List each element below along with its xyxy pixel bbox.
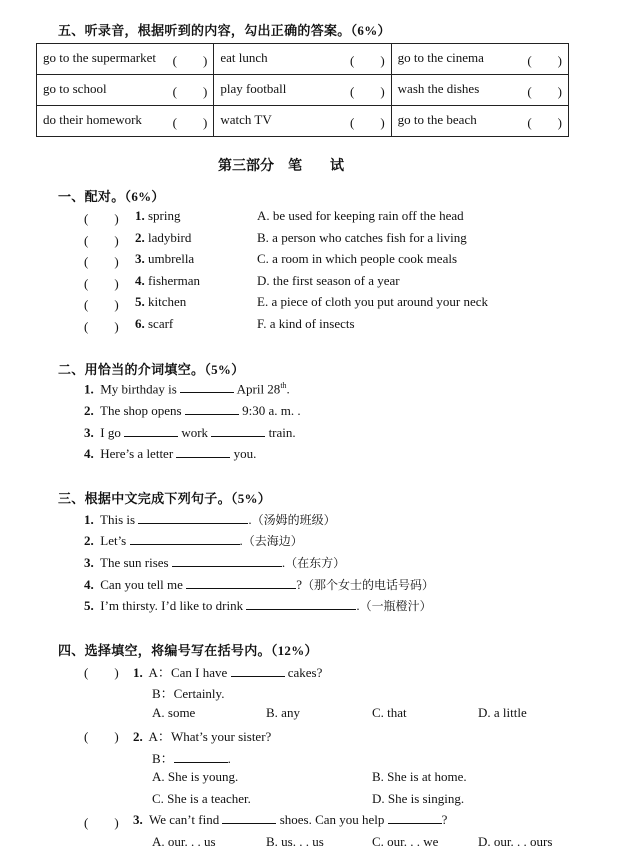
list-item [84, 316, 119, 335]
q3-item: 1. This is .（汤姆的班级） [84, 512, 336, 527]
fill-blank[interactable] [186, 577, 296, 589]
q4-item-3-line-a: 3. We can’t find shoes. Can you help ? [133, 812, 448, 827]
list-item [84, 251, 119, 270]
table-cell[interactable]: eat lunch ( ) [214, 44, 391, 75]
q4-item-1-line-a: 1. A：Can I have cakes? [133, 665, 323, 680]
option[interactable]: A. She is young. [152, 769, 239, 784]
table-cell[interactable]: play football ( ) [214, 75, 391, 106]
q2-heading: 二、用恰当的介词填空。（5%） [58, 362, 245, 378]
listening-table [36, 43, 569, 137]
answer-paren[interactable]: ( ) [84, 254, 119, 269]
answer-paren[interactable]: ( ) [84, 815, 119, 830]
q2-item: 3. I go work train. [84, 425, 296, 440]
option[interactable]: C. that [372, 705, 407, 720]
fill-blank[interactable] [246, 598, 356, 610]
list-item-def: B. a person who catches fish for a living [257, 230, 467, 245]
list-item-def: A. be used for keeping rain off the head [257, 208, 464, 223]
table-row [37, 75, 569, 106]
list-item-word: 1. spring [135, 208, 181, 223]
q3-item: 5. I’m thirsty. I’d like to drink .（一瓶橙汁） [84, 598, 432, 613]
table-row [37, 106, 569, 137]
list-item [84, 230, 119, 249]
answer-paren[interactable]: ( ) [84, 729, 119, 744]
fill-blank[interactable] [185, 403, 239, 415]
table-cell[interactable]: watch TV ( ) [214, 106, 391, 137]
list-item-word: 5. kitchen [135, 294, 187, 309]
q2-item: 1. My birthday is April 28th. [84, 381, 290, 397]
table-row [37, 44, 569, 75]
q3-item: 2. Let’s .（去海边） [84, 533, 303, 548]
list-item-def: D. the first season of a year [257, 273, 400, 288]
list-item-word: 3. umbrella [135, 251, 195, 266]
list-item-word: 2. ladybird [135, 230, 192, 245]
fill-blank[interactable] [388, 812, 442, 824]
fill-blank[interactable] [180, 381, 234, 393]
q3-heading: 三、根据中文完成下列句子。（5%） [58, 491, 272, 507]
q4-item-2-line-b: B： . [152, 751, 231, 766]
fill-blank[interactable] [138, 512, 248, 524]
list-item [84, 208, 119, 227]
list-item-def: E. a piece of cloth you put around your neck [257, 294, 489, 309]
fill-blank[interactable] [174, 751, 228, 763]
option[interactable]: A. some [152, 705, 196, 720]
option[interactable]: D. She is singing. [372, 791, 465, 806]
q2-item: 4. Here’s a letter you. [84, 446, 257, 461]
option[interactable]: D. a little [478, 705, 527, 720]
option[interactable]: C. our. . . we [372, 834, 439, 849]
answer-paren[interactable]: ( ) [84, 276, 119, 291]
table-cell[interactable]: go to school ( ) [37, 75, 214, 106]
option[interactable]: A. our. . . us [152, 834, 216, 849]
option[interactable]: B. She is at home. [372, 769, 467, 784]
list-item-def: C. a room in which people cook meals [257, 251, 458, 266]
option[interactable]: D. our. . . ours [478, 834, 553, 849]
table-cell[interactable]: go to the cinema ( ) [391, 44, 568, 75]
answer-paren[interactable]: ( ) [84, 319, 119, 334]
option[interactable]: B. us. . . us [266, 834, 324, 849]
option[interactable]: B. any [266, 705, 300, 720]
q4-item-2-line-a: 2. A：What’s your sister? [133, 729, 272, 744]
list-item-word: 6. scarf [135, 316, 174, 331]
list-item-def: F. a kind of insects [257, 316, 355, 331]
list-item [84, 294, 119, 313]
answer-paren[interactable]: ( ) [84, 297, 119, 312]
table-cell[interactable]: wash the dishes ( ) [391, 75, 568, 106]
q4-item-1-line-b: B：Certainly. [152, 686, 225, 701]
fill-blank[interactable] [130, 533, 240, 545]
option[interactable]: C. She is a teacher. [152, 791, 251, 806]
list-item-word: 4. fisherman [135, 273, 200, 288]
list-item [84, 273, 119, 292]
table-cell[interactable]: do their homework ( ) [37, 106, 214, 137]
answer-paren[interactable]: ( ) [84, 665, 119, 680]
fill-blank[interactable] [222, 812, 276, 824]
answer-paren[interactable]: ( ) [84, 211, 119, 226]
answer-paren[interactable]: ( ) [84, 233, 119, 248]
fill-blank[interactable] [172, 555, 282, 567]
section5-heading: 五、听录音，根据听到的内容，勾出正确的答案。（6%） [58, 23, 391, 39]
fill-blank[interactable] [176, 446, 230, 458]
q3-item: 4. Can you tell me ?（那个女士的电话号码） [84, 577, 434, 592]
q4-heading: 四、选择填空，将编号写在括号内。（12%） [58, 643, 318, 659]
q1-heading: 一、配对。（6%） [58, 189, 165, 205]
q3-item: 3. The sun rises .（在东方） [84, 555, 346, 570]
fill-blank[interactable] [231, 665, 285, 677]
q2-item: 2. The shop opens 9:30 a. m. . [84, 403, 301, 418]
table-cell[interactable]: go to the beach ( ) [391, 106, 568, 137]
part3-title: 第三部分 笔 试 [218, 158, 344, 174]
fill-blank[interactable] [211, 425, 265, 437]
table-cell[interactable]: go to the supermarket ( ) [37, 44, 214, 75]
fill-blank[interactable] [124, 425, 178, 437]
